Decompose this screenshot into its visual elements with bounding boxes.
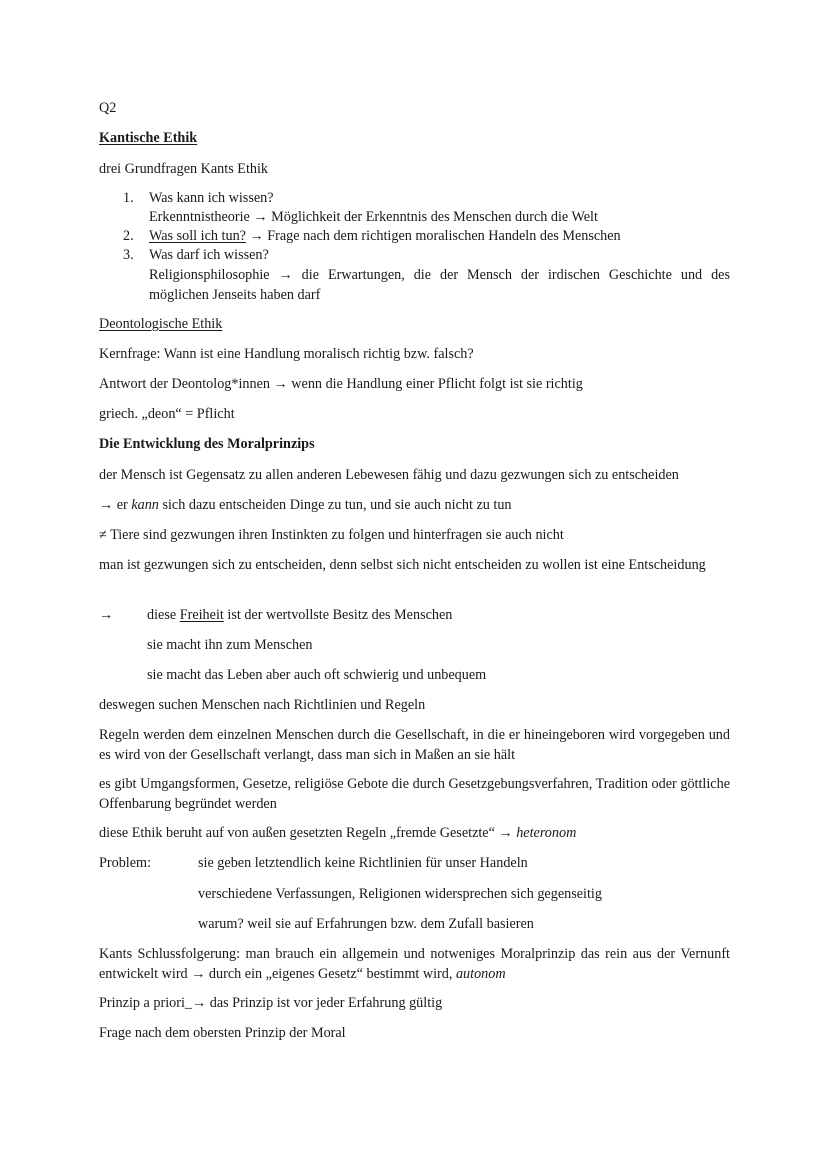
problem-item: sie geben letztendlich keine Richtlinien für unser Handeln [198, 855, 528, 871]
list-number: 2. [123, 228, 134, 244]
paragraph: diese Ethik beruht auf von außen gesetzten Regeln „fremde Gesetzte“ → heteronom [99, 825, 577, 841]
question-answer: Religionsphilosophie → die Erwartungen, die der Mensch der irdischen Geschichte und des möglichen Jenseits haben darf [149, 267, 730, 303]
question-answer: → Frage nach dem richtigen moralischen Handeln des Menschen [245, 228, 621, 244]
list-number: 1. [123, 190, 134, 206]
problem-label: Problem: [99, 855, 152, 871]
page-title: Kantische Ethik [99, 130, 198, 146]
problem-item: warum? weil sie auf Erfahrungen bzw. dem Zufall basieren [198, 916, 534, 932]
paragraph: Kernfrage: Wann ist eine Handlung moralisch richtig bzw. falsch? [99, 346, 474, 362]
doc-label: Q2 [99, 100, 117, 116]
indented-line: sie macht ihn zum Menschen [147, 637, 313, 653]
section-heading: Die Entwicklung des Moralprinzips [99, 436, 315, 452]
section-heading: Deontologische Ethik [99, 316, 223, 332]
question-line [149, 228, 621, 245]
problem-item: verschiedene Verfassungen, Religionen widersprechen sich gegenseitig [198, 886, 602, 902]
question-text: Was darf ich wissen? [149, 247, 269, 263]
arrow-glyph: → [99, 607, 114, 623]
indented-line: diese Freiheit ist der wertvollste Besitz des Menschen [147, 607, 453, 623]
paragraph: der Mensch ist Gegensatz zu allen anderen Lebewesen fähig und dazu gezwungen sich zu entscheiden [99, 467, 679, 483]
paragraph: ≠ Tiere sind gezwungen ihren Instinkten zu folgen und hinterfragen sie auch nicht [99, 527, 564, 543]
list-number: 3. [123, 247, 134, 263]
paragraph: es gibt Umgangsformen, Gesetze, religiöse Gebote die durch Gesetzgebungsverfahren, Tradition oder göttliche Offenbarung begründet werden [99, 776, 730, 812]
paragraph: deswegen suchen Menschen nach Richtlinien und Regeln [99, 697, 426, 713]
intro-text: drei Grundfragen Kants Ethik [99, 161, 269, 177]
paragraph: Frage nach dem obersten Prinzip der Moral [99, 1025, 346, 1041]
paragraph: Prinzip a priori_→ das Prinzip ist vor jeder Erfahrung gültig [99, 995, 443, 1011]
paragraph: Antwort der Deontolog*innen → wenn die Handlung einer Pflicht folgt ist sie richtig [99, 376, 583, 392]
paragraph: griech. „deon“ = Pflicht [99, 406, 235, 422]
paragraph: man ist gezwungen sich zu entscheiden, denn selbst sich nicht entscheiden zu wollen ist eine Entscheidung [99, 557, 706, 573]
paragraph: Kants Schlussfolgerung: man brauch ein allgemein und notweniges Moralprinzip das rein aus der Vernunft entwickelt wird → durch ein „eigenes Gesetz“ bestimmt wird, autonom [99, 946, 730, 982]
indented-line: sie macht das Leben aber auch oft schwierig und unbequem [147, 667, 487, 683]
question-text: Was soll ich tun? [149, 228, 246, 244]
paragraph: → er kann sich dazu entscheiden Dinge zu tun, und sie auch nicht zu tun [99, 497, 512, 513]
question-answer: Erkenntnistheorie → Möglichkeit der Erkenntnis des Menschen durch die Welt [149, 209, 598, 225]
question-text: Was kann ich wissen? [149, 190, 274, 206]
paragraph: Regeln werden dem einzelnen Menschen durch die Gesellschaft, in die er hineingeboren wird vorgegeben und es wird von der Gesellschaft verlangt, dass man sich in Maßen an sie hält [99, 727, 730, 763]
